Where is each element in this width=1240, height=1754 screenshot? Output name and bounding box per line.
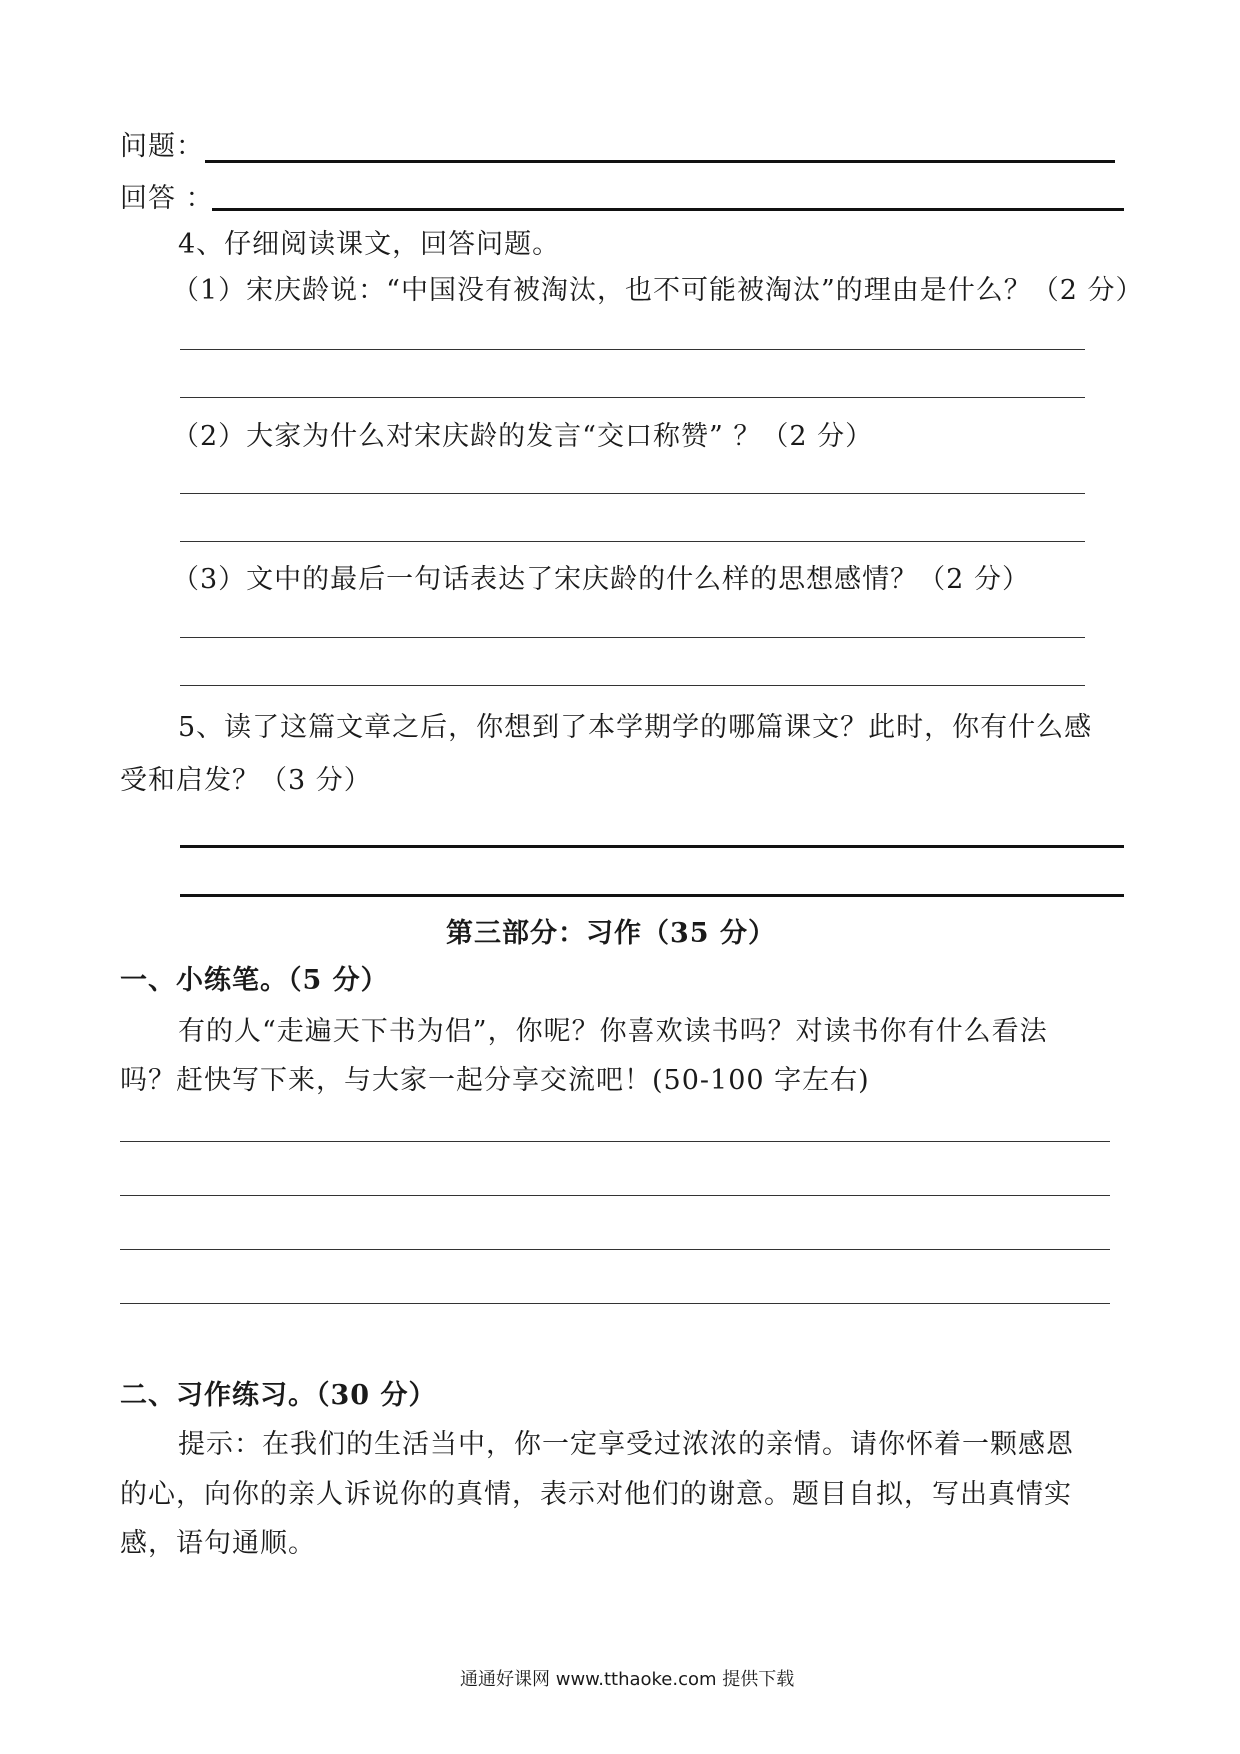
q5-line2: 受和启发？（3 分） [120, 765, 372, 796]
section1-writing-line-4[interactable] [120, 1303, 1110, 1304]
footer-source: 通通好课网 www.tthaoke.com 提供下载 [460, 1669, 795, 1690]
q5-line1: 5、读了这篇文章之后，你想到了本学期学的哪篇课文？此时，你有什么感 [178, 712, 1093, 743]
q4-sub3-answer-line-2[interactable] [180, 685, 1085, 686]
q4-sub2-answer-line-1[interactable] [180, 493, 1085, 494]
answer-line[interactable] [212, 208, 1124, 211]
q4-sub3: （3）文中的最后一句话表达了宋庆龄的什么样的思想感情？（2 分） [172, 564, 1030, 595]
q4-prompt: 4、仔细阅读课文，回答问题。 [178, 229, 561, 260]
q4-sub3-answer-line-1[interactable] [180, 637, 1085, 638]
section2-line1: 提示：在我们的生活当中，你一定享受过浓浓的亲情。请你怀着一颗感恩 [178, 1429, 1074, 1460]
q5-answer-line-2[interactable] [180, 894, 1124, 897]
section1-line2: 吗？赶快写下来，与大家一起分享交流吧！(50-100 字左右) [120, 1065, 870, 1096]
question-label: 问题： [120, 131, 204, 162]
section2-heading: 二、习作练习。（30 分） [120, 1380, 437, 1411]
section2-line3: 感，语句通顺。 [120, 1528, 316, 1559]
answer-label: 回答 ： [120, 183, 214, 214]
q4-sub1-answer-line-1[interactable] [180, 349, 1085, 350]
q4-sub1-answer-line-2[interactable] [180, 397, 1085, 398]
section1-writing-line-3[interactable] [120, 1249, 1110, 1250]
part3-title: 第三部分：习作（35 分） [446, 918, 776, 949]
section1-writing-line-2[interactable] [120, 1195, 1110, 1196]
q4-sub2: （2）大家为什么对宋庆龄的发言“交口称赞” ？（2 分） [172, 421, 874, 452]
section1-writing-line-1[interactable] [120, 1141, 1110, 1142]
question-answer-line[interactable] [205, 160, 1115, 163]
q4-sub2-answer-line-2[interactable] [180, 541, 1085, 542]
section1-line1: 有的人“走遍天下书为侣”，你呢？你喜欢读书吗？对读书你有什么看法 [178, 1016, 1048, 1047]
section1-heading: 一、小练笔。（5 分） [120, 965, 389, 996]
q5-answer-line-1[interactable] [180, 845, 1124, 848]
q4-sub1: （1）宋庆龄说：“中国没有被淘汰，也不可能被淘汰”的理由是什么？（2 分） [172, 275, 1144, 306]
section2-line2: 的心，向你的亲人诉说你的真情，表示对他们的谢意。题目自拟，写出真情实 [120, 1479, 1072, 1510]
